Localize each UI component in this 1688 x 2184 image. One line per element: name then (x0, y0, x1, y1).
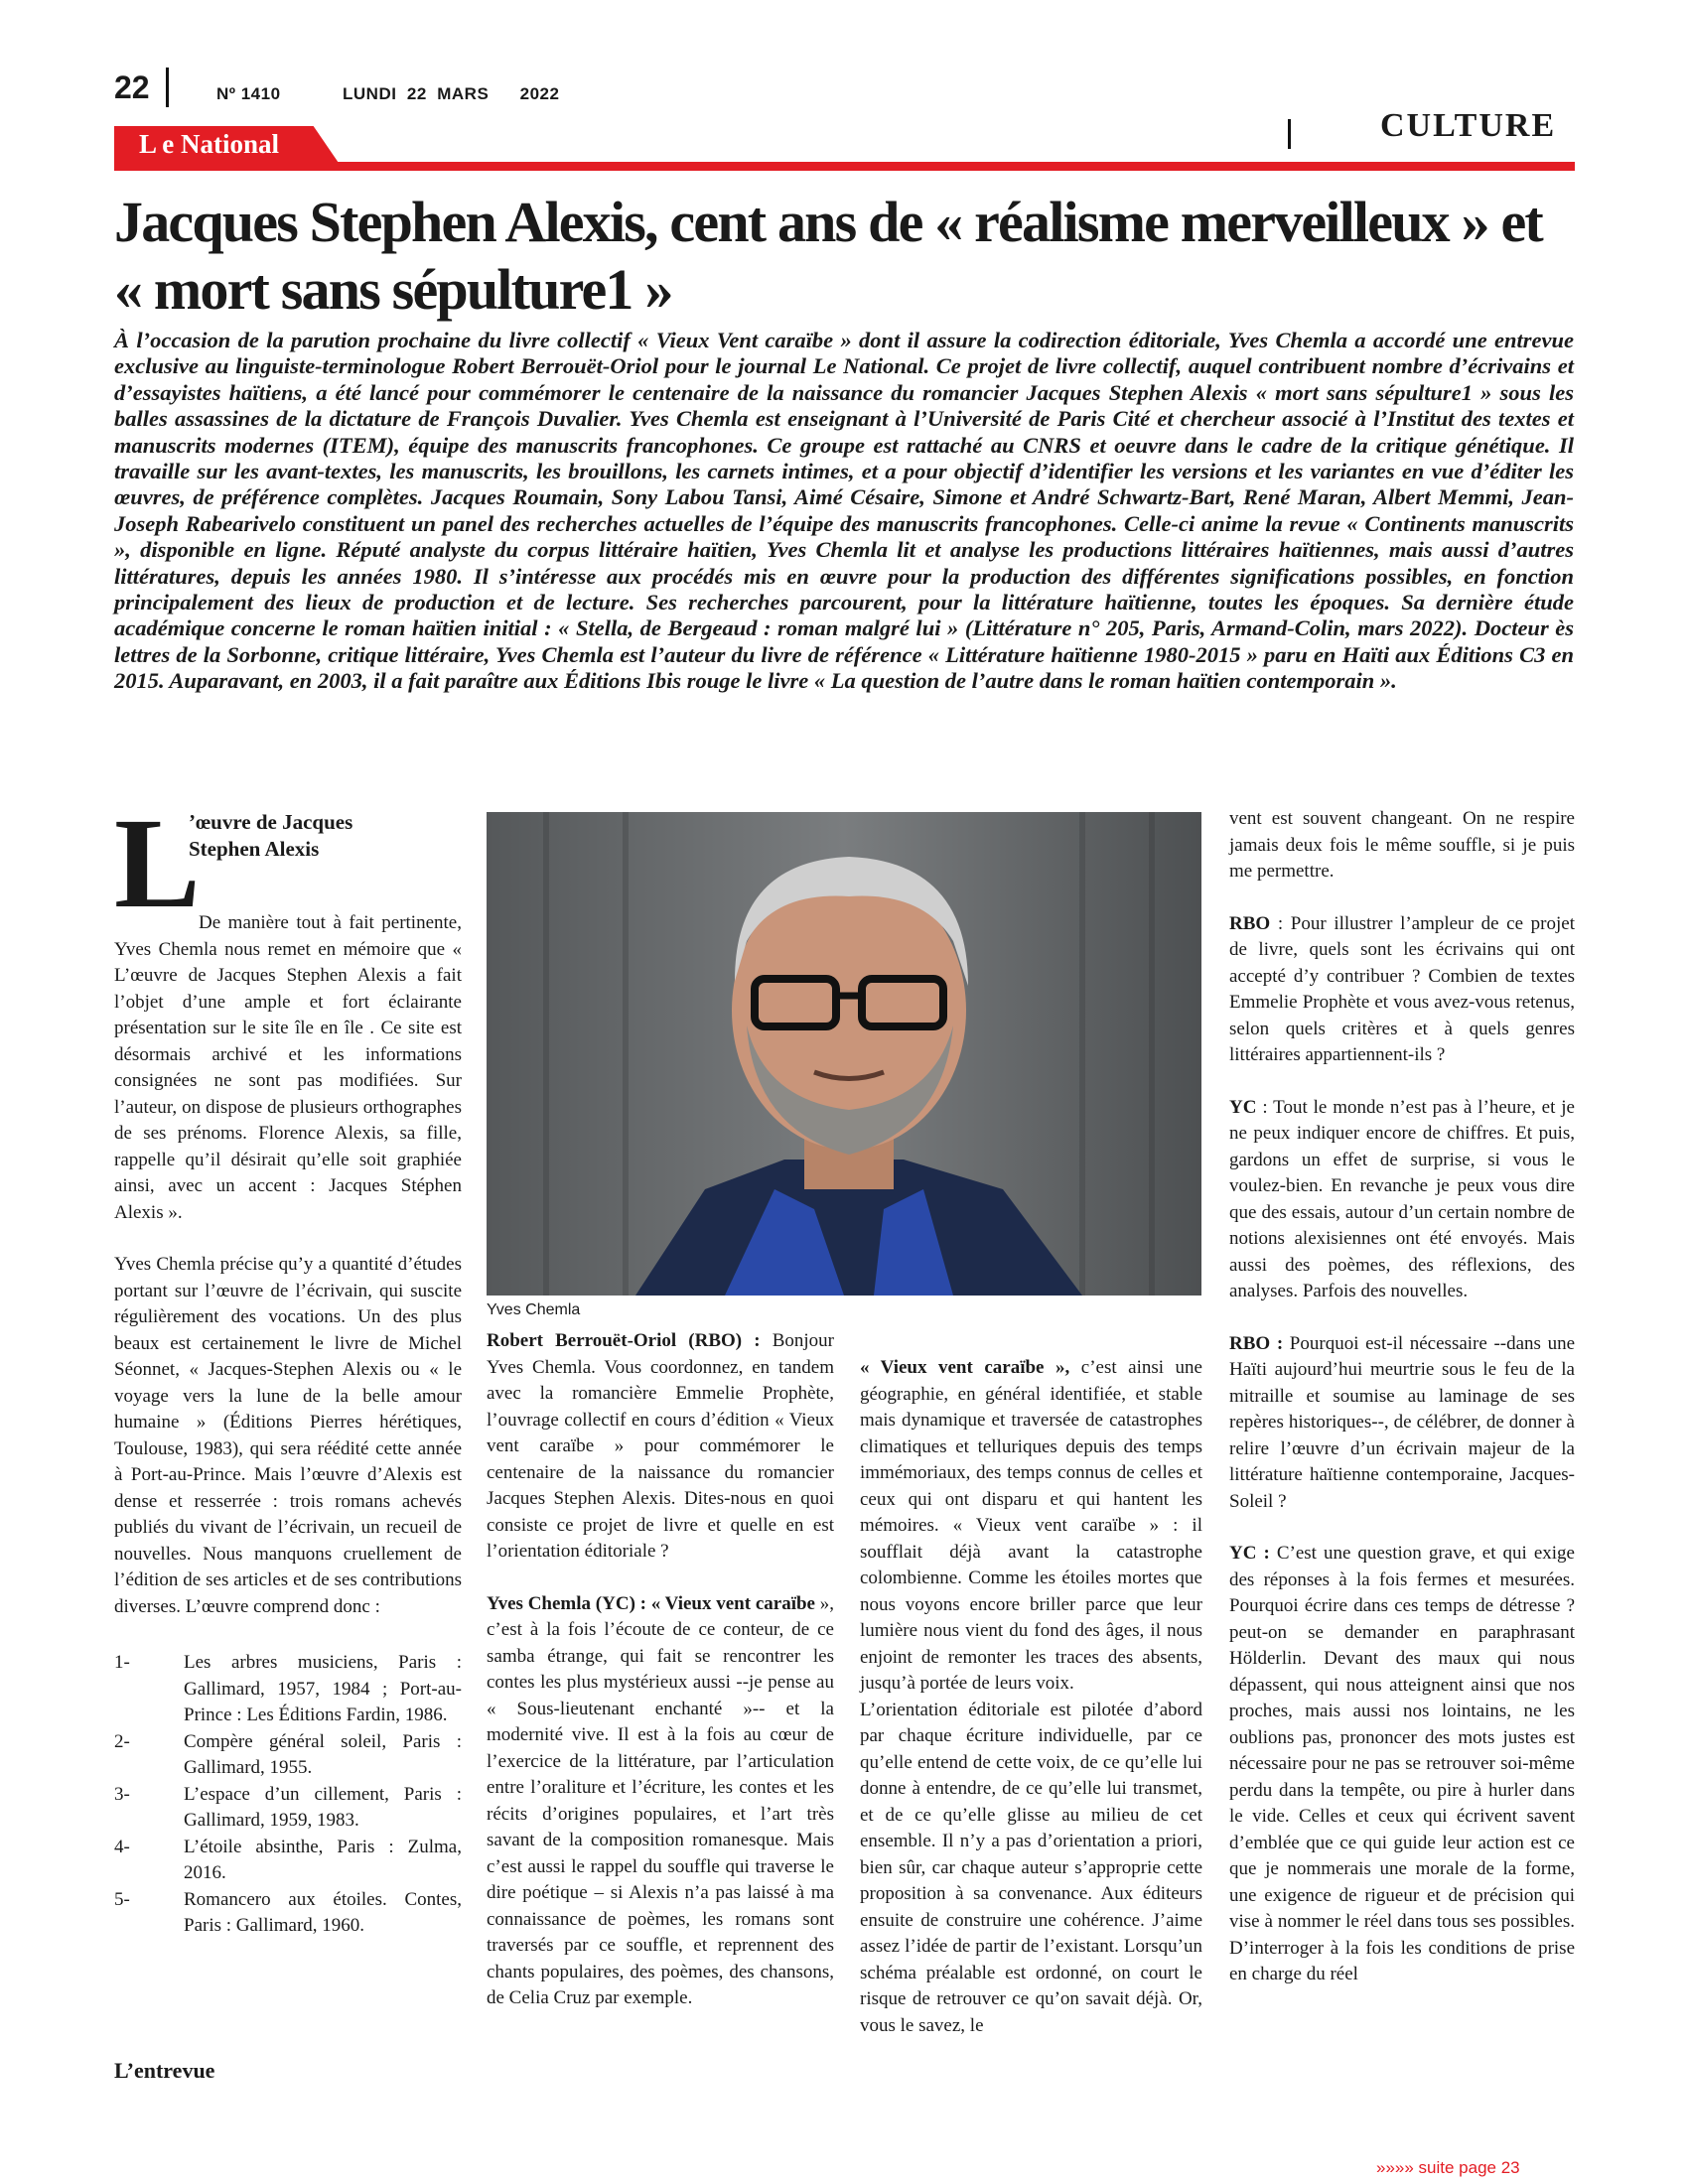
column-4 (1229, 806, 1575, 2014)
col1-paragraph-2: Yves Chemla précise qu’y a quantité d’études portant sur l’œuvre de l’écrivain, qui suscite régulièrement des vocations. Un des plus beaux est certainement le livre de Michel Séonnet, « Jacques-Stephen Alexis ou « le voyage vers la lune de la belle amour humaine » (Éditions Pierres hérétiques, Toulouse, 1983), qui sera réédité cette année à Port-au-Prince. Mais l’œuvre d’Alexis est dense et resserrée : trois romans achevés publiés du vivant de l’écrivain, un recueil de nouvelles. Nous manquons cruellement de l’édition de ses articles et de ses contributions diverses. L’œuvre comprend donc : (114, 1254, 462, 1617)
works-list (114, 1650, 462, 1940)
col3-paragraph-1: « Vieux vent caraïbe », c’est ainsi une géographie, en général identifiée, et stable mais dynamique et traversée de catastrophes climatiques et telluriques depuis des temps immémoriaux, des temps connus de celles et ceux qui ont disparu et qui hantent les mémoires. « Vieux vent caraïbe » : il soufflait déjà avant la catastrophe colombienne. Comme les étoiles mortes que nous voyons encore briller parce que leur lumière nous vient du fond des âges, il nous enjoint de remonter les traces des absents, jusqu’à portée de leurs voix. (860, 1357, 1202, 1694)
article-title: Jacques Stephen Alexis, cent ans de « réalisme merveilleux » et « mort sans sépulture1 » (114, 190, 1542, 322)
list-item: 5- Romancero aux étoiles. Contes, Paris : Gallimard, 1960. (114, 1888, 462, 1936)
col4-paragraph-2: RBO : Pour illustrer l’ampleur de ce projet de livre, quels sont les écrivains qui ont accepté d’y contribuer ? Combien de textes Emmelie Prophète et vous avez-vous retenus, selon quels critères et à quels genres littéraires appartiennent-ils ? (1229, 912, 1575, 1065)
column-2 (487, 1328, 834, 2038)
column-1 (114, 910, 462, 1940)
list-item: 2- Compère général soleil, Paris : Gallimard, 1955. (114, 1730, 462, 1778)
column-3 (860, 1355, 1202, 2065)
list-item: 3- L’espace d’un cillement, Paris : Gallimard, 1959, 1983. (114, 1783, 462, 1831)
col4-paragraph-1: vent est souvent changeant. On ne respire jamais deux fois le même souffle, si je puis me permettre. (1229, 808, 1575, 882)
drop-cap: L (114, 792, 201, 935)
list-item: 4- L’étoile absinthe, Paris : Zulma, 2016. (114, 1836, 462, 1883)
list-item: 1- Les arbres musiciens, Paris : Gallimard, 1957, 1984 ; Port-au-Prince : Les Éditions Fardin, 1986. (114, 1652, 462, 1725)
portrait-illustration (487, 812, 1201, 1296)
section-subhead: ’œuvre de Jacques Stephen Alexis (189, 810, 353, 861)
col1-paragraph-1: De manière tout à fait pertinente, Yves Chemla nous remet en mémoire que « L’œuvre de Jacques Stephen Alexis a fait l’objet d’une ample et fort éclairante présentation sur le site île en île . Ce site est désormais archivé et les informations consignées ne sont pas modifiées. Sur l’auteur, on dispose de plusieurs orthographes de ses prénoms. Florence Alexis, sa fille, rappelle qu’il désirait qu’elle soit graphiée ainsi, avec un accent : Jacques Stéphen Alexis ». (114, 912, 462, 1223)
col2-paragraph-1: Robert Berrouët-Oriol (RBO) : Bonjour Yves Chemla. Vous coordonnez, en tandem avec la romancière Emmelie Prophète, l’ouvrage collectif en cours d’édition « Vieux vent caraïbe » pour commémorer le centenaire de la naissance du romancier Jacques Stephen Alexis. Dites-nous en quoi consiste ce projet de livre et quelle en est l’orientation éditoriale ? (487, 1330, 834, 1562)
col4-paragraph-4: RBO : Pourquoi est-il nécessaire --dans une Haïti aujourd’hui meurtrie sous le feu de la mitraille et soumise au laminage de ses repères historiques--, de célébrer, de donner à relire l’œuvre d’un écrivain majeur de la littérature haïtienne contemporaine, Jacques-Soleil ? (1229, 1332, 1576, 1512)
section-divider (1288, 119, 1291, 149)
brand-name: L e National (139, 129, 280, 159)
col2-paragraph-2: Yves Chemla (YC) : « Vieux vent caraïbe », c’est à la fois l’écoute de ce conteur, de ce samba étrange, qui fait se rencontrer les contes les plus mystérieux aussi --je pense au « Sous-lieutenant enchanté »-- et la modernité vive. Il est à la fois au cœur de l’exercice de la littérature, par l’articulation entre l’oraliture et l’écriture, les contes et les récits d’origines populaires, et l’art très savant de la composition romanesque. Mais c’est aussi le rappel du souffle qui traverse le dire poétique – si Alexis n’a pas laissé à ma connaissance de poèmes, les romans sont traversés par ce souffle, et reprennent des chants populaires, des poèmes, des chansons, de Celia Cruz par exemple. (487, 1592, 834, 2008)
header-divider (166, 68, 169, 107)
col4-paragraph-5: YC : C’est une question grave, et qui exige des réponses à la fois fermes et mesurées. Pourquoi écrire dans ces temps de détresse ? peut-on se demander en paraphrasant Hölderlin. Devant des maux qui nous dépassent, qui nous atteignent ainsi que nos proches, mais aussi nos lointains, ne les oublions pas, prononcer des mots justes est nécessaire pour ne pas se retrouver soi-même perdu dans la tempête, ou pire à hurler dans le vide. Celles et ceux qui écrivent savent d’emblée que ce qui guide leur action est ce que je nommerais une morale de la forme, une exigence de rigueur et de précision qui vise à nommer le réel dans tous ses possibles. D’interroger à la fois les conditions de prise en charge du réel (1229, 1543, 1575, 1984)
issue-number: Nº 1410 (216, 84, 281, 103)
speaker-rbo: Robert Berrouët-Oriol (RBO) : (487, 1330, 761, 1351)
section-heading-interview: L’entrevue (114, 2058, 215, 2083)
col4-paragraph-3: YC : Tout le monde n’est pas à l’heure, et je ne peux indiquer encore de chiffres. Et puis, gardons un effet de surprise, si vous le voulez-bien. En revanche je peux vous dire que des essais, autour d’un certain nombre de notions alexisiennes ont été envoyés. Mais aussi des poèmes, des réflexions, des analyses. Parfois des nouvelles. (1229, 1096, 1575, 1301)
speaker-yc: Yves Chemla (YC) : « Vieux vent caraïbe (487, 1592, 815, 1614)
issue-date: LUNDI 22 MARS 2022 (343, 84, 560, 103)
continued-link[interactable]: »»»» suite page 23 (1376, 2158, 1520, 2177)
photo-caption: Yves Chemla (487, 1301, 581, 1318)
portrait-photo (487, 812, 1201, 1296)
section-name: CULTURE (1380, 107, 1557, 144)
article-lede: À l’occasion de la parution prochaine du livre collectif « Vieux Vent caraïbe » dont il assure la codirection éditoriale, Yves Chemla a accordé une entrevue exclusive au linguiste-terminologue Robert Berrouët-Oriol pour le journal Le National. Ce projet de livre collectif, auquel contribuent nombre d’écrivains et d’essayistes haïtiens, a été lancé pour commémorer le centenaire de la naissance du romancier Jacques Stephen Alexis « mort sans sépulture1 » sous les balles assassines de la dictature de François Duvalier. Yves Chemla est enseignant à l’Université de Paris Cité et chercheur associé à l’Institut des textes et manuscrits modernes (ITEM), équipe des manuscrits francophones. Ce groupe est rattaché au CNRS et oeuvre dans le cadre de la critique génétique. Il travaille sur les avant-textes, les manuscrits, les brouillons, les carnets intimes, et a pour objectif d’identifier les versions et les variantes en vue d’éditer les œuvres, de préférence complètes. Jacques Roumain, Sony Labou Tansi, Aimé Césaire, Simone et André Schwartz-Bart, René Maran, Albert Memmi, Jean-Joseph Rabearivelo constituent un panel des recherches actuelles de l’équipe des manuscrits francophones. Celle-ci anime la revue « Continents manuscrits », disponible en ligne. Réputé analyste du corpus littéraire haïtien, Yves Chemla lit et analyse les productions littéraires haïtiennes, mais aussi d’autres littératures, depuis les années 1980. Il s’intéresse aux procédés mis en œuvre pour la production des différentes significations possibles, en fonction principalement des lieux de production et de lecture. Ses recherches parcourent, pour la littérature haïtienne, toutes les époques. Sa dernière étude académique concerne le roman haïtien initial : « Stella, de Bergeaud : roman malgré lui » (Littérature n° 205, Paris, Armand-Colin, mars 2022). Docteur ès lettres de la Sorbonne, critique littéraire, Yves Chemla est l’auteur du livre de référence « Littérature haïtienne 1980-2015 » paru en Haïti aux Éditions C3 en 2015. Auparavant, en 2003, il a fait paraître aux Éditions Ibis rouge le livre « La question de l’autre dans le roman haïtien contemporain ». (114, 328, 1574, 694)
col3-paragraph-2: L’orientation éditoriale est pilotée d’abord par chaque écriture individuelle, par ce qu’elle entend de cette voix, de ce qu’elle lui donne à entendre, de ce qu’elle lui transmet, et de ce qu’elle glisse au milieu de cet ensemble. Il n’y a pas d’orientation a priori, bien sûr, car chaque auteur s’approprie cette proposition à sa convenance. Aux éditeurs ensuite de construire une cohérence. J’aime assez l’idée de partir de l’existant. Lorsqu’un schéma préalable est ordonné, on court le risque de retrouver ce qu’on savait déjà. Or, vous le savez, le (860, 1699, 1202, 2036)
page-number: 22 (114, 69, 150, 105)
